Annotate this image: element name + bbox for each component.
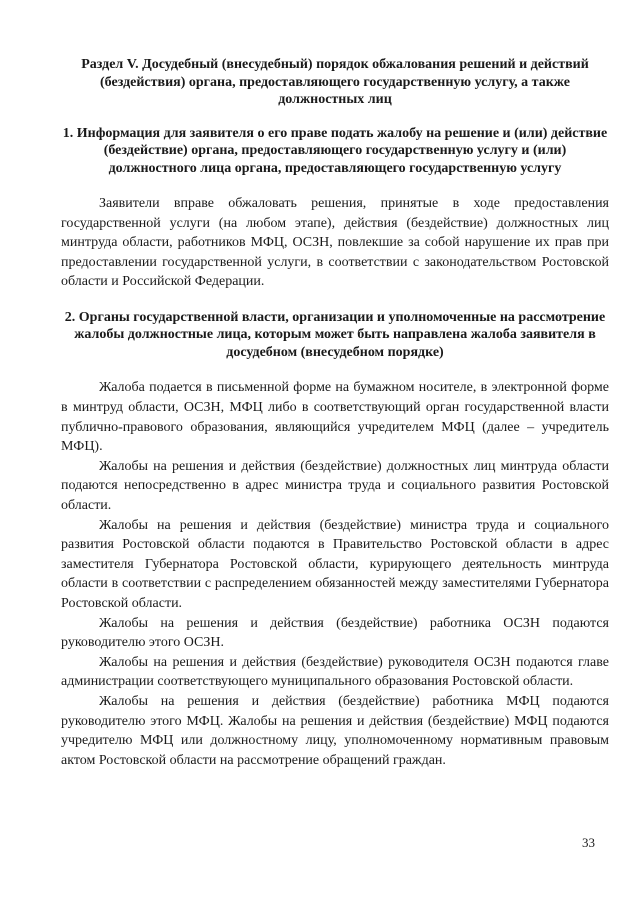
paragraph: Жалобы на решения и действия (бездействие) должностных лиц минтруда области подаются непосредственно в адрес министра труда и социального развития Ростовской области. [61,458,609,514]
subsection-1-title: 1. Информация для заявителя о его праве подать жалобу на решение и (или) действие (бездействие) органа, предоставляющего государственную услугу и (или) должностного лица органа, предоставляющего государственную услугу [62,125,608,176]
subsection-2-body [61,378,609,770]
paragraph: Заявители вправе обжаловать решения, принятые в ходе предоставления государственной услуги (на любом этапе), действия (бездействие) должностных лиц минтруда области, работников МФЦ, ОСЗН, повлекшие за собой нарушение их прав при предоставлении государственной услуги, в соответствии с законодательством Ростовской области и Российской Федерации. [61,196,609,290]
subsection-1-body [61,194,609,292]
document-page [61,56,609,770]
section-title: Раздел V. Досудебный (внесудебный) порядок обжалования решений и действий (бездействия) органа, предоставляющего государственную услугу, а также должностных лиц [81,57,589,107]
page-number: 33 [582,835,595,850]
paragraph: Жалобы на решения и действия (бездействие) работника ОСЗН подаются руководителю этого ОСЗН. [61,615,609,651]
subsection-2-title: 2. Органы государственной власти, организации и уполномоченные на рассмотрение жалобы должностные лица, которым может быть направлена жалоба заявителя в досудебном (внесудебном порядке) [64,309,606,360]
paragraph: Жалоба подается в письменной форме на бумажном носителе, в электронной форме в минтруд области, ОСЗН, МФЦ либо в соответствующий орган государственной власти публично-правового образования, являющийся учредителем МФЦ (далее – учредитель МФЦ). [61,380,609,455]
paragraph: Жалобы на решения и действия (бездействие) министра труда и социального развития Ростовской области подаются в Правительство Ростовской области в адрес заместителя Губернатора Ростовской области, курирующего деятельность минтруда области в соответствии с распределением обязанностей между заместителями Губернатора Ростовской области. [61,517,609,611]
paragraph: Жалобы на решения и действия (бездействие) работника МФЦ подаются руководителю этого МФЦ. Жалобы на решения и действия (бездействие) МФЦ подаются учредителю МФЦ или должностному лицу, уполномоченному нормативным правовым актом Ростовской области на рассмотрение обращений граждан. [61,693,609,768]
paragraph: Жалобы на решения и действия (бездействие) руководителя ОСЗН подаются главе администрации соответствующего муниципального образования Ростовской области. [61,654,609,690]
